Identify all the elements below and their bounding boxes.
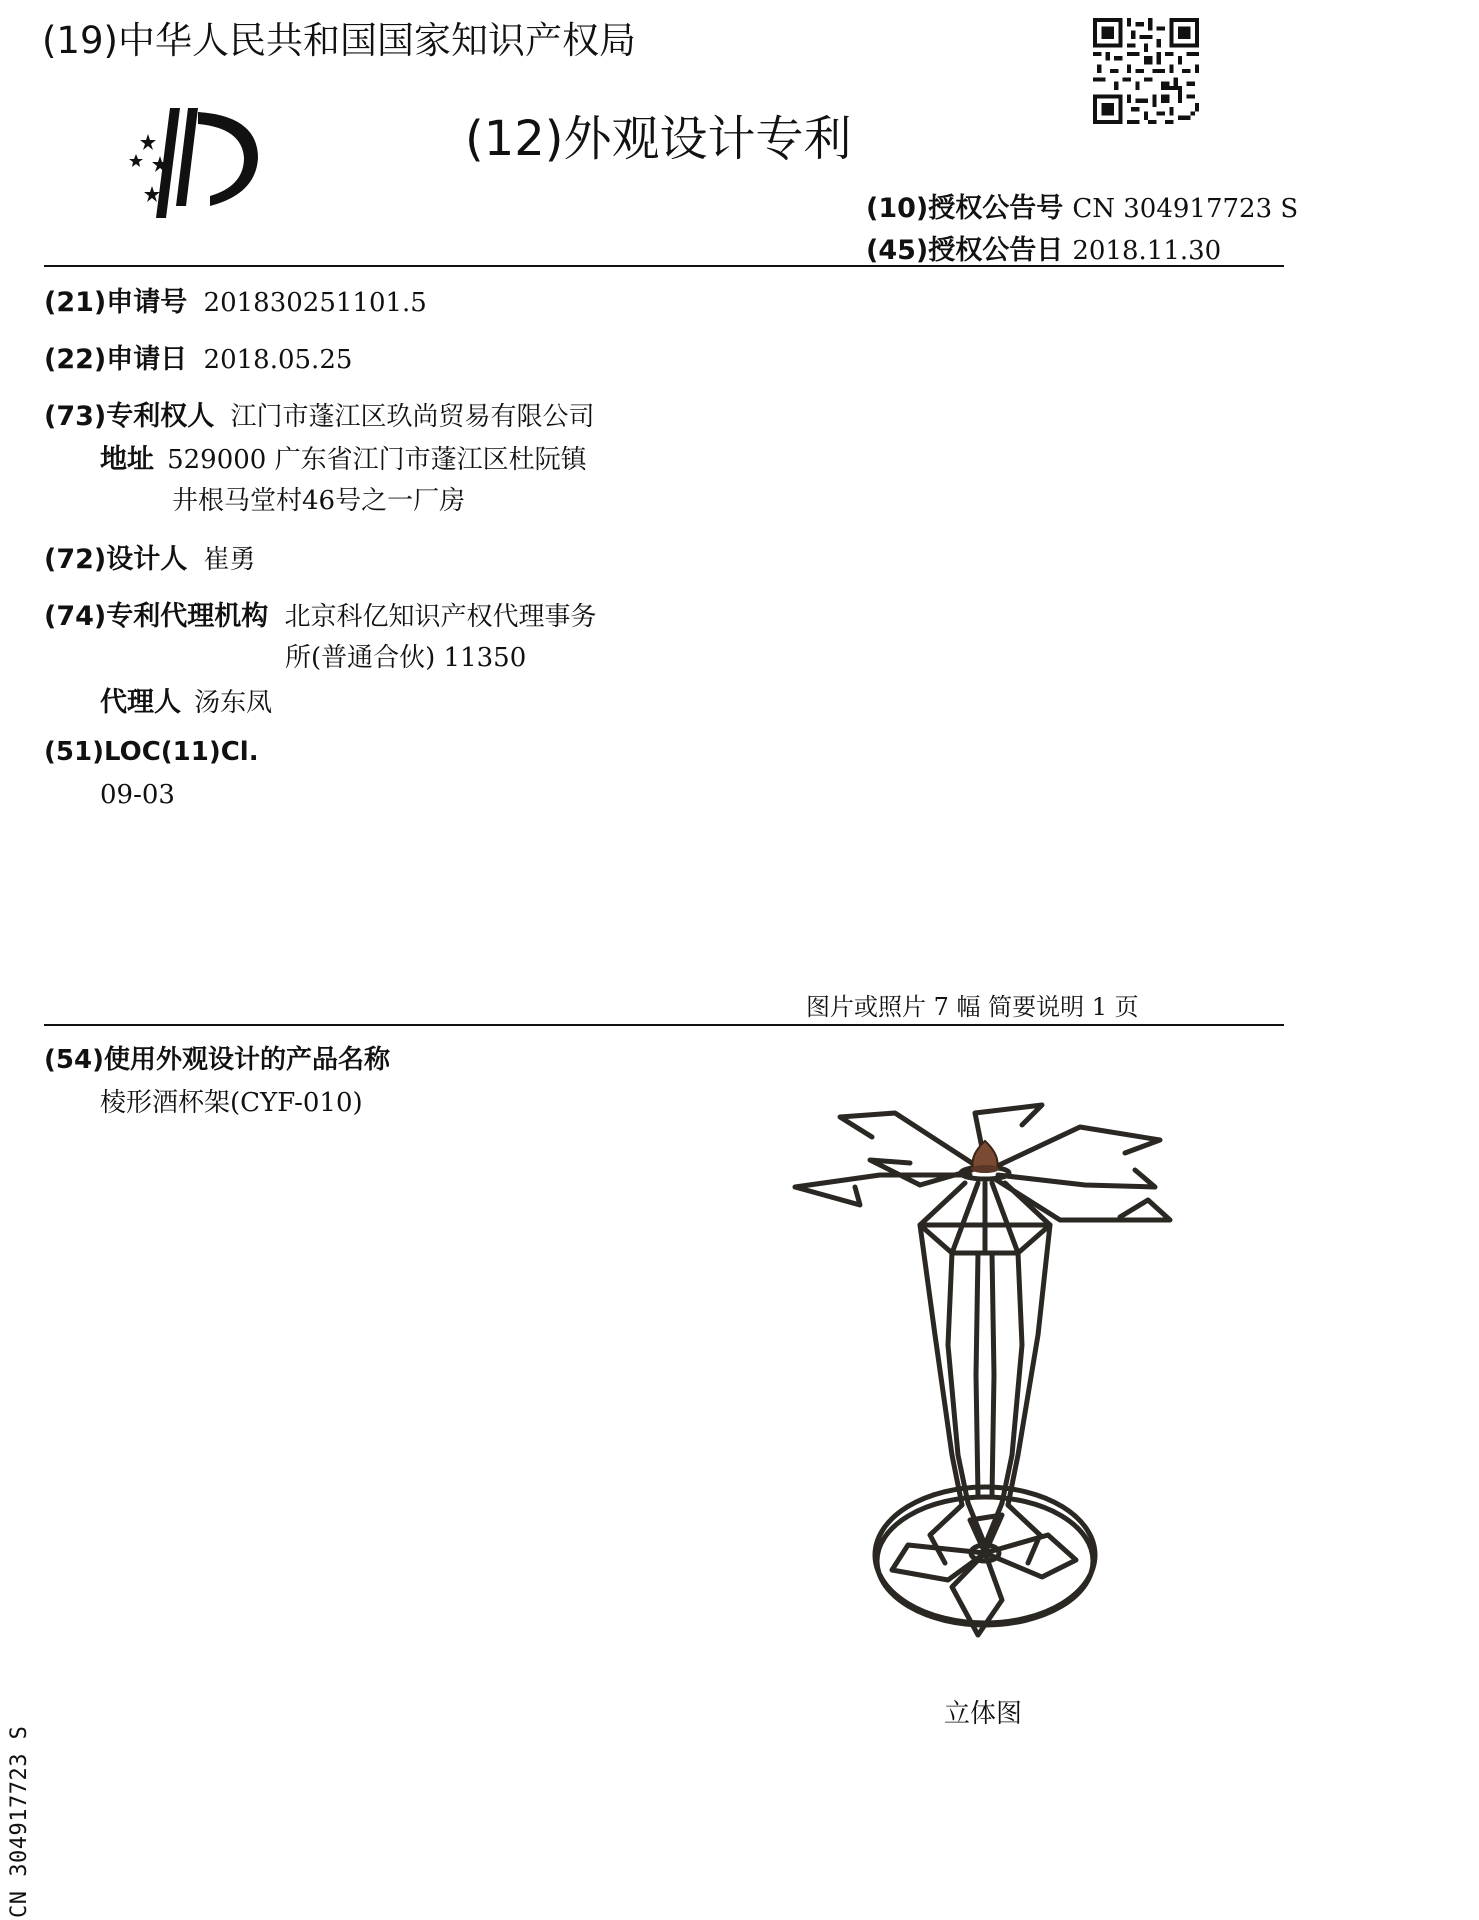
agency-row: [44, 594, 597, 633]
patentee-label: (73)专利权人: [44, 401, 215, 432]
application-number-label: (21)申请号: [44, 287, 188, 318]
document-type-title: (12)外观设计专利: [465, 111, 852, 167]
authority-title: (19)中华人民共和国国家知识产权局: [42, 19, 636, 62]
designer-value: 崔勇: [203, 545, 256, 575]
application-number-row: [44, 280, 427, 319]
summary-divider: [44, 1024, 1284, 1026]
publication-date-value: 2018.11.30: [1072, 236, 1222, 266]
product-title-label: (54)使用外观设计的产品名称: [44, 1045, 390, 1075]
address-line-2: 井根马堂村46号之一厂房: [172, 486, 466, 516]
agency-line-2: 所(普通合伙) 11350: [285, 643, 527, 673]
agent-label: 代理人: [100, 687, 181, 718]
agency-label: (74)专利代理机构: [44, 601, 269, 632]
publication-number-row: [866, 186, 1298, 225]
application-date-label: (22)申请日: [44, 344, 188, 375]
designer-label: (72)设计人: [44, 544, 188, 575]
header-divider: [44, 265, 1284, 267]
designer-row: [44, 537, 256, 576]
publication-date-row: [866, 228, 1221, 267]
agent-row: [100, 680, 272, 719]
address-label: 地址: [100, 444, 154, 475]
publication-number-value: CN 304917723 S: [1072, 194, 1299, 224]
wine-glass-rack-figure: [780, 1075, 1200, 1655]
publication-date-label: (45)授权公告日: [866, 235, 1064, 266]
address-line-1: 529000 广东省江门市蓬江区杜阮镇: [167, 445, 587, 475]
figure-caption: 立体图: [944, 1699, 1023, 1729]
finial-icon: [973, 1141, 998, 1168]
application-date-row: [44, 337, 352, 376]
address-row: [100, 437, 587, 476]
agency-line-1: 北京科亿知识产权代理事务: [284, 602, 597, 632]
application-number-value: 201830251101.5: [203, 288, 427, 318]
cnipa-logo-icon: [118, 102, 268, 222]
publication-number-label: (10)授权公告号: [866, 193, 1064, 224]
loc-classification-value: 09-03: [100, 780, 175, 810]
patentee-row: [44, 394, 595, 433]
loc-classification-label: (51)LOC(11)Cl.: [44, 737, 259, 767]
figures-summary: 图片或照片 7 幅 简要说明 1 页: [806, 993, 1139, 1021]
side-publication-number: CN 304917723 S: [7, 1725, 32, 1918]
product-name: 棱形酒杯架(CYF-010): [100, 1088, 363, 1118]
patentee-value: 江门市蓬江区玖尚贸易有限公司: [230, 402, 595, 432]
agent-value: 汤东凤: [194, 688, 273, 718]
qr-code-icon: [1093, 18, 1199, 124]
application-date-value: 2018.05.25: [203, 345, 353, 375]
